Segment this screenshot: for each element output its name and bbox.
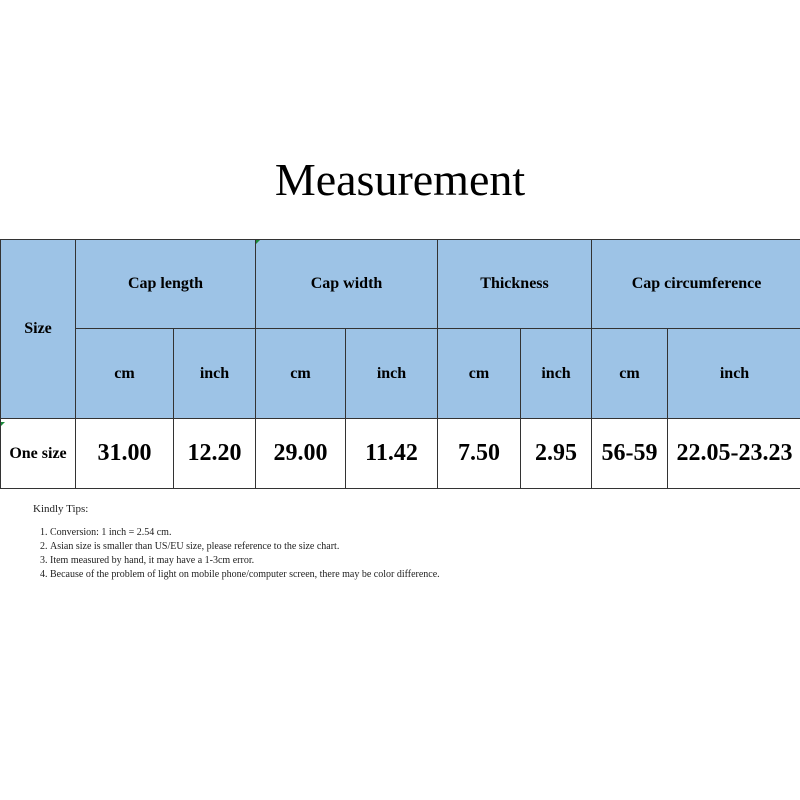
unit-header-cell: inch	[521, 329, 592, 419]
unit-header-cell: cm	[256, 329, 346, 419]
unit-header-cell: inch	[346, 329, 438, 419]
group-header-cap-circumference: Cap circumference	[592, 240, 800, 329]
list-item: 1. Conversion: 1 inch = 2.54 cm.	[50, 526, 453, 540]
value-cell: 11.42	[346, 419, 438, 489]
tips-title: Kindly Tips:	[33, 503, 89, 515]
list-item: 2. Asian size is smaller than US/EU size, please reference to the size chart.	[50, 540, 453, 554]
unit-header-cell: cm	[592, 329, 668, 419]
size-header-cell: Size	[1, 240, 76, 419]
group-header-cap-width: Cap width	[256, 240, 438, 329]
row-label-cell: One size	[1, 419, 76, 489]
cell-corner-marker	[1, 422, 5, 426]
value-cell: 29.00	[256, 419, 346, 489]
unit-header-cell: inch	[668, 329, 800, 419]
tips-list	[33, 526, 453, 582]
value-cell: 22.05-23.23	[668, 419, 800, 489]
value-cell: 12.20	[174, 419, 256, 489]
page-title: Measurement	[274, 154, 526, 205]
cell-corner-marker	[256, 240, 260, 244]
list-item: 4. Because of the problem of light on mobile phone/computer screen, there may be color difference.	[50, 568, 453, 582]
unit-header-cell: inch	[174, 329, 256, 419]
kindly-tips	[33, 502, 453, 582]
unit-header-cell: cm	[438, 329, 521, 419]
value-cell: 56-59	[592, 419, 668, 489]
value-cell: 31.00	[76, 419, 174, 489]
value-cell: 7.50	[438, 419, 521, 489]
table-row	[1, 419, 800, 489]
size-chart-table	[0, 239, 800, 489]
value-cell: 2.95	[521, 419, 592, 489]
unit-header-cell: cm	[76, 329, 174, 419]
group-header-thickness: Thickness	[438, 240, 592, 329]
list-item: 3. Item measured by hand, it may have a 1-3cm error.	[50, 554, 453, 568]
group-header-cap-length: Cap length	[76, 240, 256, 329]
